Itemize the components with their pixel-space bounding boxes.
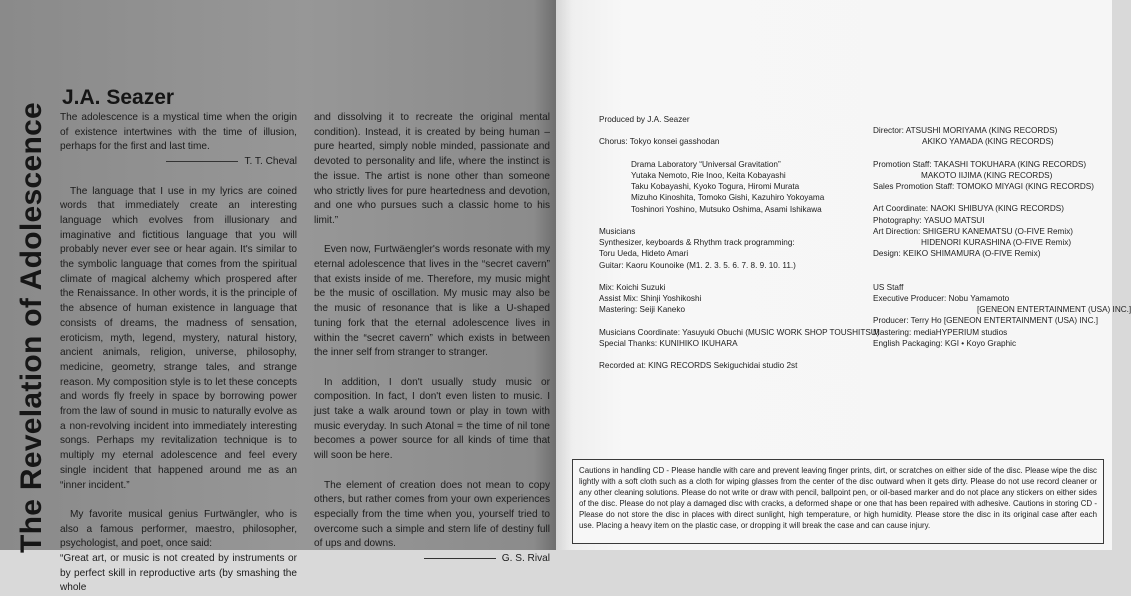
credit-line: HIDENORI KURASHINA (O-FIVE Remix) <box>921 238 1072 247</box>
credit-line: Director: ATSUSHI MORIYAMA (KING RECORDS) <box>873 126 1058 135</box>
credit-line <box>599 316 889 327</box>
epigraph-signature <box>60 155 297 170</box>
credits-left-column <box>599 114 889 372</box>
paragraph: The element of creation does not mean to copy others, but rather comes from your own experiences especially from the time when you, yourself tried to overcome such a simple and stern life of destiny full of ups and downs. <box>314 479 550 550</box>
credit-line: English Packaging: KGI • Koyo Graphic <box>873 338 1017 348</box>
epigraph: The adolescence is a mystical time when the origin of existence intertwines with the time of illusion, perhaps for the first and last time. <box>60 112 297 153</box>
paragraph: My favorite musical genius Furtwängler, who is also a famous performer, maestro, philosopher, psychologist, and poet, once said: <box>60 508 297 550</box>
closing-signature <box>314 552 550 567</box>
credit-line: Musicians Coordinate: Yasuyuki Obuchi (MUSIC WORK SHOP TOUSHITSU) <box>599 327 880 337</box>
credit-line <box>599 215 889 226</box>
credit-line: Toru Ueda, Hideto Amari <box>599 249 689 259</box>
left-page <box>0 0 556 594</box>
signature-rule <box>424 558 496 559</box>
credit-line: Producer: Terry Ho [GENEON ENTERTAINMENT (USA) INC.] <box>873 316 1099 326</box>
credit-line: Yutaka Nemoto, Rie Inoo, Keita Kobayashi <box>631 170 786 180</box>
credit-line: Art Coordinate: NAOKI SHIBUYA (KING RECORDS) <box>873 204 1064 214</box>
cautions-text: Cautions in handling CD - Please handle with care and prevent leaving finger prints, dirt, or scratches on either side of the disc. Please wipe the disc lightly with a soft cloth such as a cloth for wiping glasses from the center of the disc outward when it gets dirty. Please do not use record cleaner or any other cleaning solutions. Please do not write or draw with pencil, ballpoint pen, or oil-based marker and do not place any stickers on either sides of the disc. Please do not play a damaged disc with cracks, a deformed shape or one that has been repaired with adhesive. Cautions in storing CD - Please do not store the disc in places with direct sunlight, high temperature, or high humidity. Please store the disc in its original case after each use. Placing a heavy item on the plastic case, or dropping it will break the case and can cause injury. <box>579 466 1097 531</box>
credit-line: [GENEON ENTERTAINMENT (USA) INC.] <box>977 305 1131 315</box>
credit-line: Art Direction: SHIGERU KANEMATSU (O-FIVE Remix) <box>873 226 1074 236</box>
credit-line: Recorded at: KING RECORDS Sekiguchidai studio 2st <box>599 361 798 371</box>
credit-line <box>873 271 1103 282</box>
credit-line: Executive Producer: Nobu Yamamoto <box>873 293 1010 303</box>
author-name: J.A. Seazer <box>62 86 175 109</box>
credit-line: Chorus: Tokyo konsei gasshodan <box>599 137 720 147</box>
paragraph: The language that I use in my lyrics are coined words that immediately create an interesting language which evolves from illusionary and imaginative and fictitious language that you will probably never ever see or hear again. It's similar to the symbolic language that comes from the spiritual climate of magical alchemy which prospered after the Renaissance. In other words, it is the principle of the absence of human existence in language that consists of dreams, the madness of sensation, eroticism, myth, legend, mystery, natural history, ancient animals, religion, universe, philosophy, medicine, geometry, strange tales, and strange reason. My composition style is to let these concepts and words fly freely in space by borrowing power from the law of sound in music to naturally evolve as a non-revolving incident into immediately interesting songs. Perhaps my revitalization technique is to multiply my eternal adolescence and feel every single incident that happened around me as an “inner incident.” <box>60 185 297 491</box>
credit-line <box>873 259 1103 270</box>
credit-line: Special Thanks: KUNIHIKO IKUHARA <box>599 338 738 348</box>
credit-line <box>873 147 1103 158</box>
credit-line <box>873 192 1103 203</box>
credits-right-column <box>873 125 1131 349</box>
credit-line: Guitar: Kaoru Kounoike (M1. 2. 3. 5. 6. 7. 8. 9. 10. 11.) <box>599 260 796 270</box>
credit-line <box>599 349 889 360</box>
credit-line: Synthesizer, keyboards & Rhythm track programming: <box>599 238 795 248</box>
paragraph: “Great art, or music is not created by instruments or by perfect skill in reproductive arts (by smashing the whole <box>60 553 297 594</box>
vertical-title: The Revelation of Adolescence <box>15 101 48 553</box>
credit-line: Taku Kobayashi, Kyoko Togura, Hiromi Murata <box>631 182 800 192</box>
credit-line: Photography: YASUO MATSUI <box>873 215 985 225</box>
cautions-box <box>572 459 1104 544</box>
credit-line: Mastering: mediaHYPERIUM studios <box>873 327 1008 337</box>
credit-line: Musicians <box>599 226 636 236</box>
credit-line <box>599 148 889 159</box>
epigraph-signature-text: T. T. Cheval <box>244 156 297 168</box>
paragraph: In addition, I don't usually study music or composition. In fact, I don't even listen to music. I just take a walk around town or play in town with music everyday. In such Atonal = the time of nil tone becomes a power source for all kinds of time that will soon be here. <box>314 376 550 462</box>
credit-line: Mastering: Seiji Kaneko <box>599 305 686 315</box>
credit-line: MAKOTO IIJIMA (KING RECORDS) <box>921 170 1053 180</box>
credit-line: Drama Laboratory “Universal Gravitation” <box>631 159 781 169</box>
credit-line: Promotion Staff: TAKASHI TOKUHARA (KING RECORDS) <box>873 159 1087 169</box>
signature-rule <box>166 161 238 162</box>
credit-line <box>599 125 889 136</box>
credit-line: Design: KEIKO SHIMAMURA (O-FIVE Remix) <box>873 249 1041 259</box>
paragraph: and dissolving it to recreate the original mental condition). Instead, it is created by being human – pure hearted, simply noble minded, passionate and devoted to personality and life, where the instinct is the issue. The artist is none other than someone who strictly lives for pure heartedness and devotion, and one who pursues such a classic home to his limit.” <box>314 112 550 226</box>
paragraph: Even now, Furtwäengler's words resonate with my eternal adolescence that lives in the “secret cavern” that exists inside of me. Therefore, my music might be the music of oscillation. My music may also be the music of resonance that is like a U-shaped tuning fork that the eternal adolescence lives in within the “secret cavern” which exists in between the inner self from stranger to stranger. <box>314 244 550 359</box>
credit-line: Toshinori Yoshino, Mutsuko Oshima, Asami Ishikawa <box>631 204 822 214</box>
credit-line: Mix: Koichi Suzuki <box>599 282 666 292</box>
text-column-1 <box>60 111 297 596</box>
credit-line: Assist Mix: Shinji Yoshikoshi <box>599 294 702 304</box>
credit-line: US Staff <box>873 282 904 292</box>
credit-line: Produced by J.A. Seazer <box>599 115 690 124</box>
closing-signature-text: G. S. Rival <box>501 553 550 565</box>
credit-line: AKIKO YAMADA (KING RECORDS) <box>922 137 1054 147</box>
text-column-2 <box>314 111 550 567</box>
credit-line <box>599 271 889 282</box>
credit-line: Mizuho Kinoshita, Tomoko Gishi, Kazuhiro Yokoyama <box>631 193 825 203</box>
credit-line: Sales Promotion Staff: TOMOKO MIYAGI (KING RECORDS) <box>873 182 1094 191</box>
